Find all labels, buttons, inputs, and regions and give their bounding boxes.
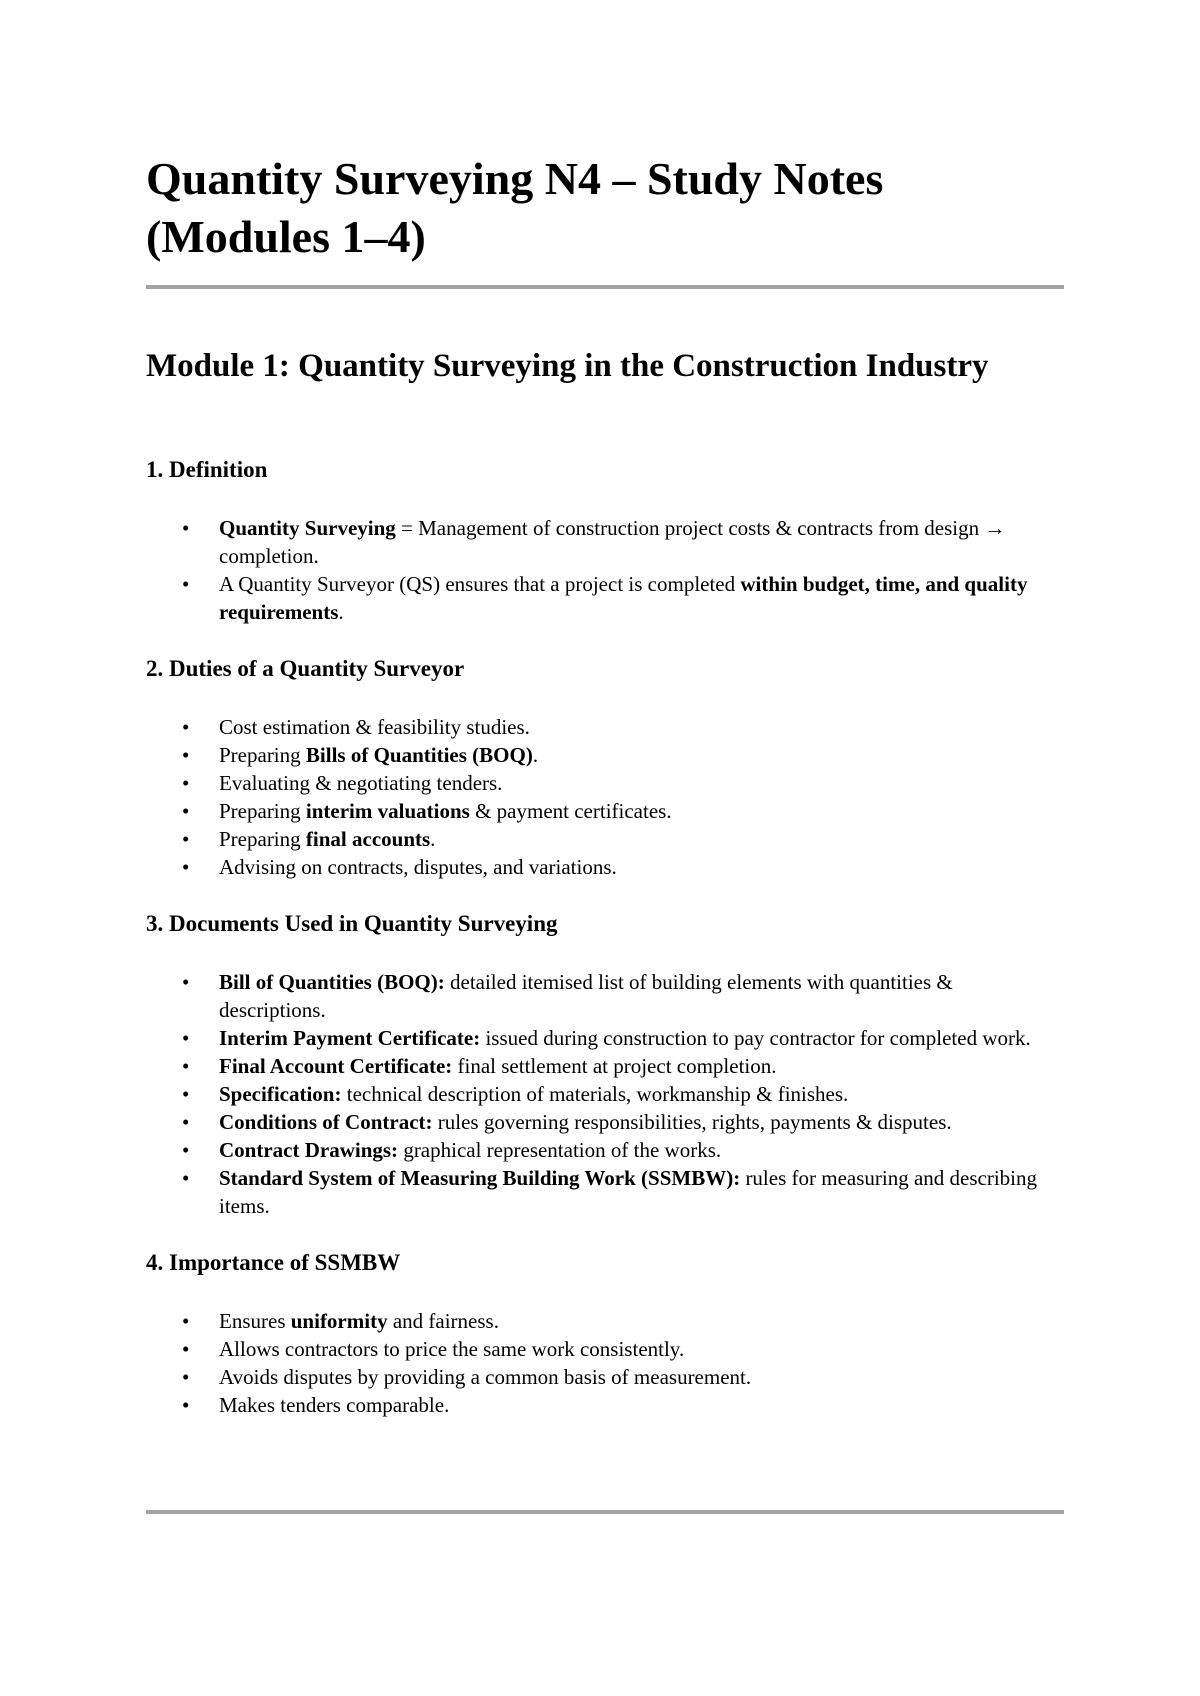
- list-item: [146, 514, 1064, 570]
- item-text: Allows contractors to price the same work consistently.: [219, 1337, 685, 1361]
- item-text: A Quantity Surveyor (QS) ensures that a project is completed: [219, 572, 741, 596]
- bullet-icon: •: [182, 799, 190, 823]
- bold-term: Interim Payment Certificate:: [219, 1026, 481, 1050]
- list-item: [146, 1080, 1064, 1108]
- section-heading-definition: 1. Definition: [146, 457, 268, 482]
- bullet-icon: •: [182, 572, 190, 596]
- bullet-icon: •: [182, 743, 190, 767]
- item-text: Preparing: [219, 799, 306, 823]
- section-heading-importance: 4. Importance of SSMBW: [146, 1250, 401, 1275]
- bullet-icon: •: [182, 715, 190, 739]
- list-item: [146, 825, 1064, 853]
- bullet-icon: •: [182, 1138, 190, 1162]
- bullet-icon: •: [182, 1082, 190, 1106]
- item-text: rules governing responsibilities, rights, payments & disputes.: [432, 1110, 952, 1134]
- page-title: Quantity Surveying N4 – Study Notes (Modules 1–4): [146, 153, 884, 262]
- bullet-icon: •: [182, 1337, 190, 1361]
- list-item: [146, 1024, 1064, 1052]
- list-item: [146, 741, 1064, 769]
- bullet-icon: •: [182, 1026, 190, 1050]
- list-item: [146, 1363, 1064, 1391]
- item-text: .: [430, 827, 436, 851]
- list-item: [146, 968, 1064, 1024]
- bold-term: Bills of Quantities (BOQ): [305, 743, 533, 767]
- item-text: detailed itemised list of building elements with quantities & descriptions.: [219, 970, 953, 1022]
- bold-term: within budget, time, and quality requirements: [219, 572, 1028, 624]
- bullet-icon: •: [182, 1110, 190, 1134]
- list-item: [146, 769, 1064, 797]
- bold-term: Bill of Quantities (BOQ):: [219, 970, 445, 994]
- item-text: rules for measuring and describing items.: [219, 1166, 1038, 1218]
- bold-term: interim valuations: [305, 799, 470, 823]
- item-text: technical description of materials, workmanship & finishes.: [341, 1082, 849, 1106]
- section-heading-documents: 3. Documents Used in Quantity Surveying: [146, 911, 558, 936]
- bold-term: uniformity: [290, 1309, 388, 1333]
- bullet-icon: •: [182, 516, 190, 540]
- bold-term: Standard System of Measuring Building Work (SSMBW):: [219, 1166, 741, 1190]
- importance-list: [146, 1307, 1064, 1419]
- definition-list: [146, 514, 1064, 626]
- bullet-icon: •: [182, 970, 190, 994]
- item-text: Advising on contracts, disputes, and variations.: [219, 855, 617, 879]
- list-item: [146, 797, 1064, 825]
- list-item: [146, 570, 1064, 626]
- item-text: Preparing: [219, 827, 306, 851]
- item-text: = Management of construction project costs & contracts from design → completion.: [219, 516, 1006, 568]
- list-item: [146, 1164, 1064, 1220]
- list-item: [146, 1136, 1064, 1164]
- bullet-icon: •: [182, 771, 190, 795]
- horizontal-rule-bottom: [146, 1510, 1064, 1514]
- list-item: [146, 1052, 1064, 1080]
- bullet-icon: •: [182, 1365, 190, 1389]
- item-text: final settlement at project completion.: [452, 1054, 777, 1078]
- bold-term: Contract Drawings:: [219, 1138, 399, 1162]
- bullet-icon: •: [182, 855, 190, 879]
- item-text: Preparing: [219, 743, 306, 767]
- item-text: Cost estimation & feasibility studies.: [219, 715, 530, 739]
- list-item: [146, 1391, 1064, 1419]
- duties-list: [146, 713, 1064, 881]
- module-heading: Module 1: Quantity Surveying in the Construction Industry: [146, 348, 989, 384]
- bullet-icon: •: [182, 827, 190, 851]
- item-text: and fairness.: [387, 1309, 499, 1333]
- bullet-icon: •: [182, 1309, 190, 1333]
- list-item: [146, 1108, 1064, 1136]
- list-item: [146, 713, 1064, 741]
- bold-term: final accounts: [305, 827, 431, 851]
- bullet-icon: •: [182, 1393, 190, 1417]
- item-text: Evaluating & negotiating tenders.: [219, 771, 503, 795]
- documents-list: [146, 968, 1064, 1220]
- bold-term: Final Account Certificate:: [219, 1054, 453, 1078]
- item-text: Makes tenders comparable.: [219, 1393, 450, 1417]
- bold-term: Specification:: [219, 1082, 342, 1106]
- bullet-icon: •: [182, 1166, 190, 1190]
- horizontal-rule-top: [146, 285, 1064, 289]
- item-text: issued during construction to pay contractor for completed work.: [480, 1026, 1031, 1050]
- item-text: .: [338, 600, 344, 624]
- item-text: Avoids disputes by providing a common basis of measurement.: [219, 1365, 752, 1389]
- list-item: [146, 1335, 1064, 1363]
- bullet-icon: •: [182, 1054, 190, 1078]
- list-item: [146, 853, 1064, 881]
- item-text: .: [532, 743, 539, 767]
- section-heading-duties: 2. Duties of a Quantity Surveyor: [146, 656, 465, 681]
- item-text: & payment certificates.: [469, 799, 672, 823]
- bold-term: Quantity Surveying: [219, 516, 396, 540]
- item-text: graphical representation of the works.: [398, 1138, 722, 1162]
- bold-term: Conditions of Contract:: [219, 1110, 433, 1134]
- module-content: [146, 456, 1064, 1448]
- list-item: [146, 1307, 1064, 1335]
- item-text: Ensures: [219, 1309, 291, 1333]
